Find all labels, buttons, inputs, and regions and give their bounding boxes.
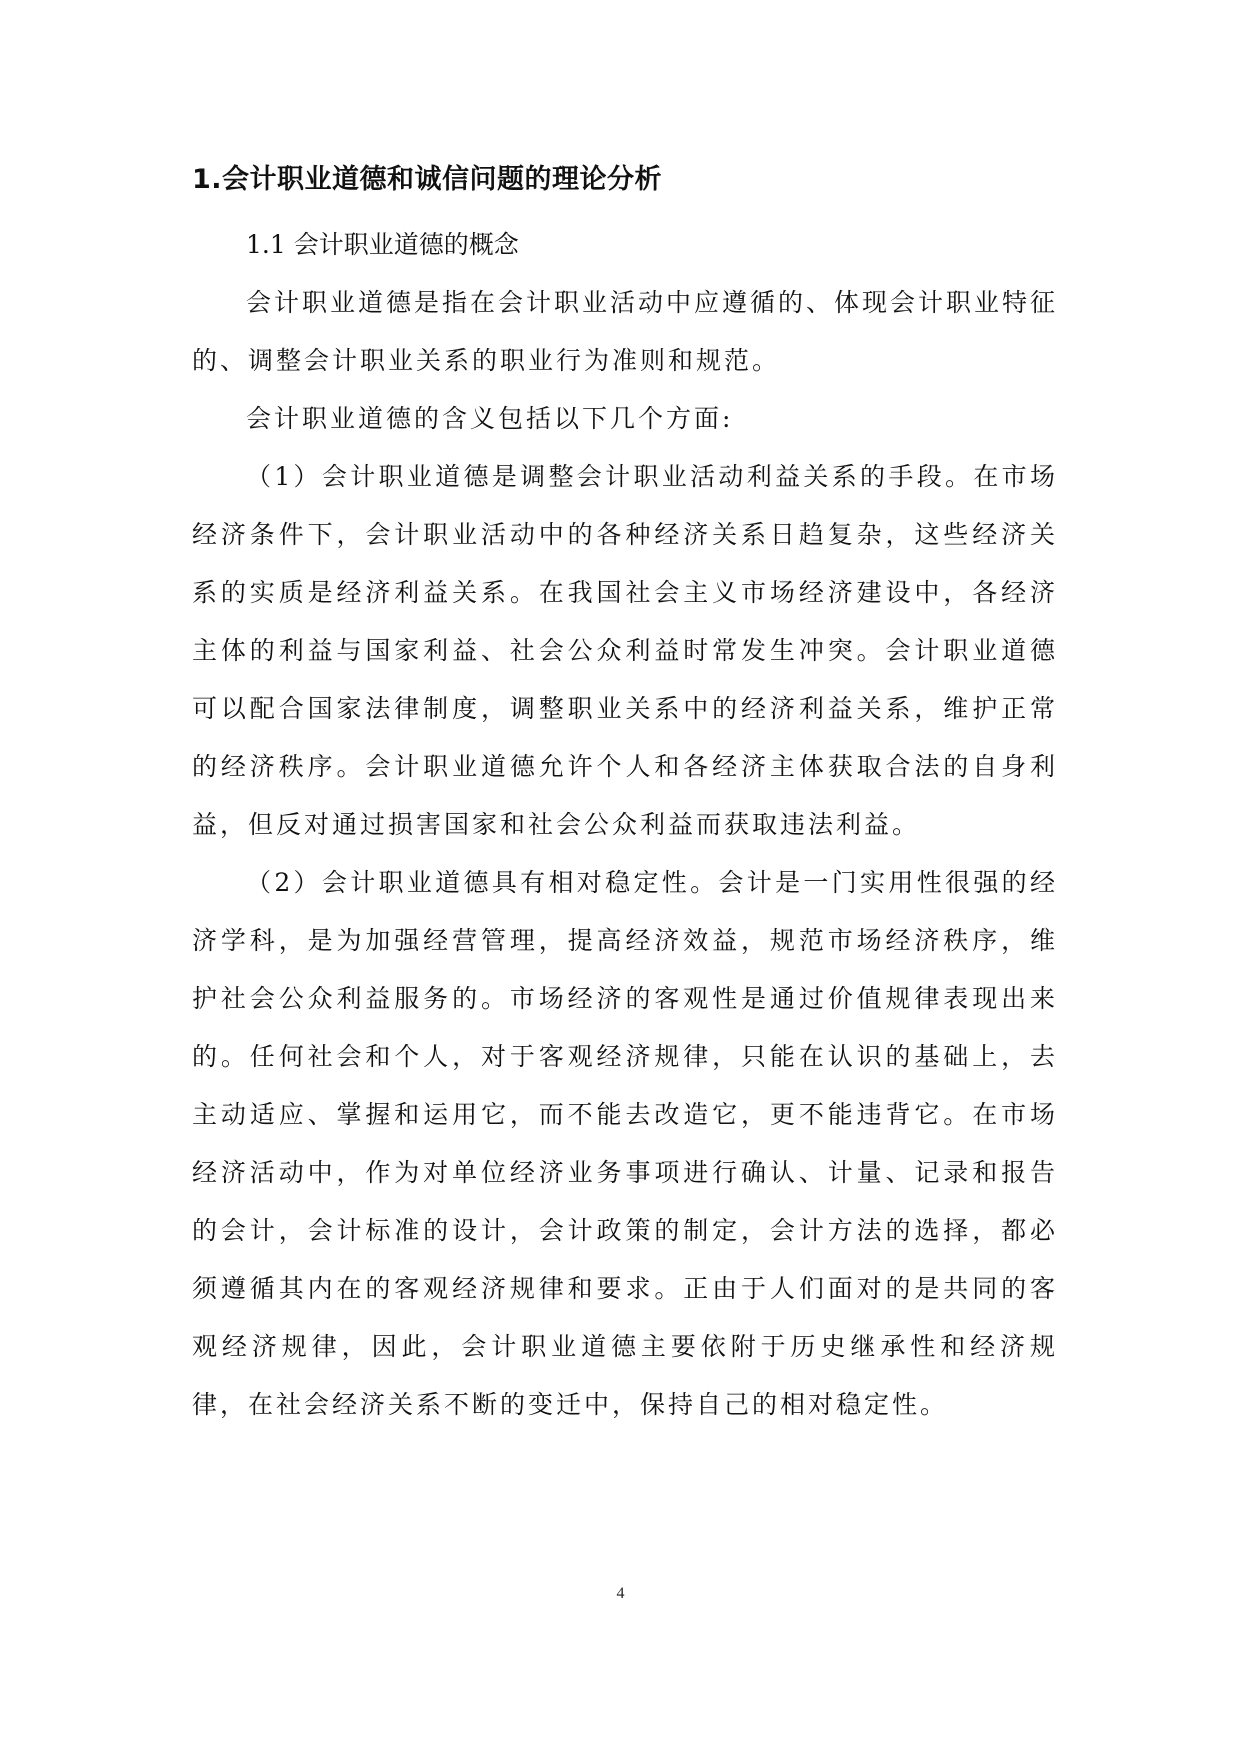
- page-number: 4: [616, 1585, 625, 1602]
- section-title: 1.会计职业道德和诚信问题的理论分析: [192, 164, 663, 195]
- paragraph-definition: 会计职业道德是指在会计职业活动中应遵循的、体现会计职业特征的、调整会计职业关系的职业行为准则和规范。: [192, 288, 1059, 375]
- paragraph-point-2: （2）会计职业道德具有相对稳定性。会计是一门实用性很强的经济学科，是为加强经营管理，提高经济效益，规范市场经济秩序，维护社会公众利益服务的。市场经济的客观性是通过价值规律表现出来的。任何社会和个人，对于客观经济规律，只能在认识的基础上，去主动适应、掌握和运用它，而不能去改造它，更不能违背它。在市场经济活动中，作为对单位经济业务事项进行确认、计量、记录和报告的会计，会计标准的设计，会计政策的制定，会计方法的选择，都必须遵循其内在的客观经济规律和要求。正由于人们面对的是共同的客观经济规律，因此，会计职业道德主要依附于历史继承性和经济规律，在社会经济关系不断的变迁中，保持自己的相对稳定性。: [192, 868, 1058, 1419]
- paragraph-point-1: （1）会计职业道德是调整会计职业活动利益关系的手段。在市场经济条件下，会计职业活动中的各种经济关系日趋复杂，这些经济关系的实质是经济利益关系。在我国社会主义市场经济建设中，各经济主体的利益与国家利益、社会公众利益时常发生冲突。会计职业道德可以配合国家法律制度，调整职业关系中的经济利益关系，维护正常的经济秩序。会计职业道德允许个人和各经济主体获取合法的自身利益，但反对通过损害国家和社会公众利益而获取违法利益。: [192, 462, 1058, 839]
- subsection-title: 1.1 会计职业道德的概念: [246, 230, 519, 259]
- page-content: [192, 160, 1058, 1434]
- paragraph-meaning-intro: 会计职业道德的含义包括以下几个方面:: [246, 404, 734, 433]
